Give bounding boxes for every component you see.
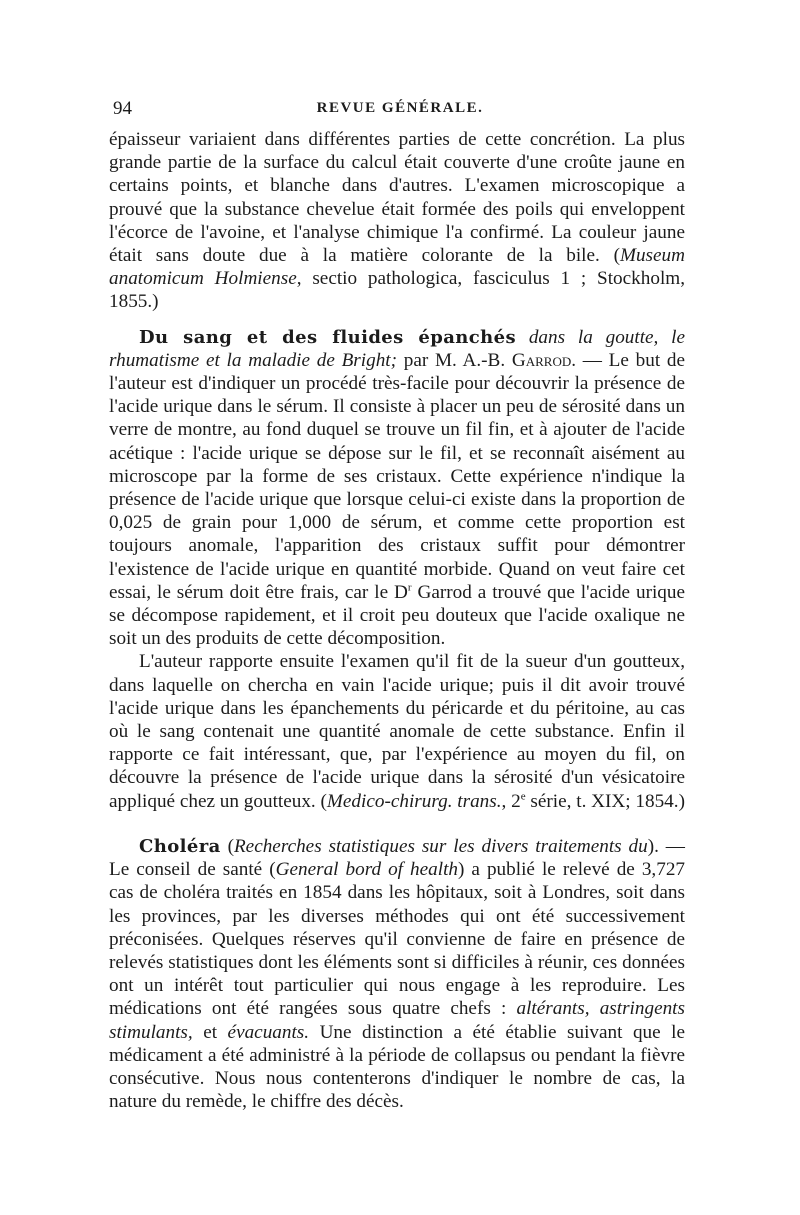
- section-heading: Du sang et des fluides épanchés: [139, 326, 516, 348]
- section-heading: Choléra: [139, 835, 221, 857]
- source-citation: Medico-chirurg. trans.: [326, 790, 502, 812]
- paragraph-text: Une distinction a été établie suivant que le médicament a été administré à la période de collapsus ou pendant la fièvre consécutive. Nous nous contenterons d'indiquer le nombre de cas, la nature du remède, le chiffre des décès.: [109, 1021, 685, 1113]
- paragraph-calculus: [109, 128, 685, 314]
- paragraph-sang: [109, 326, 685, 651]
- page-header: [113, 94, 687, 122]
- paragraph-text: , 2: [501, 790, 521, 812]
- paragraph-text: ). — Le conseil de santé (: [109, 835, 685, 881]
- paragraph-text: ) a publié le relevé de 3,727 cas de choléra traités en 1854 dans les hôpitaux, soit à Londres, soit dans les provinces, par les diverses méthodes qui ont été successivement préconisées. Quelques réserves qu'il convienne de faire en présence de relevés statistiques dont les éléments sont si difficiles à réunir, ces données ont un intérêt tout particulier qui nous engage à les reproduire. Les médications ont été rangées sous quatre chefs :: [109, 859, 686, 1020]
- paragraph-text: série, t. XIX; 1854.): [525, 790, 685, 812]
- paragraph-text: Garrod a trouvé que l'acide urique se décompose rapidement, et il croit peu douteux que l'acide oxalique ne soit un des produits de cette décomposition.: [109, 581, 685, 650]
- page-number: 94: [113, 98, 132, 119]
- superscript: r: [407, 581, 412, 594]
- author-name: Garrod: [511, 349, 572, 371]
- board-name: General bord of health: [275, 859, 458, 881]
- paragraph-text: . — Le but de l'auteur est d'indiquer un procédé très-facile pour découvrir la présence de l'acide urique dans le sérum. Il consiste à placer un peu de sérosité dans un verre de montre, au fond duquel se trouve un fil fin, et à ajouter de l'acide acétique : l'acide urique se dépose sur le fil, et se reconnaît aisément au microscope par la forme de ses cristaux. Cette expérience n'indique la présence de l'acide urique que lorsque celui-ci existe dans la proportion de 0,025 de grain pour 1,000 de sérum, et comme cette proportion est toujours anomale, l'apparition des cristaux suffit pour démontrer l'existence de l'acide urique en quantité morbide. Quand on veut faire cet essai, le sérum doit être frais, car le D: [109, 349, 685, 603]
- article-title: dans la goutte, le rhumatisme et la maladie de Bright;: [109, 326, 686, 371]
- article-title: Recherches statistiques sur les divers traitements du: [233, 835, 648, 857]
- paragraph-text: épaisseur variaient dans différentes parties de cette concrétion. La plus grande partie de la surface du calcul était couverte d'une croûte jaune en certains points, et blanche dans d'autres. L'examen microscopique a prouvé que la substance chevelue était formée des poils qui enveloppent l'écorce de l'avoine, et l'analyse chimique l'a confirmé. La couleur jaune était sans doute due à la matière colorante de la bile. (: [109, 129, 685, 267]
- paragraph-sueur: [109, 650, 685, 812]
- running-head: REVUE GÉNÉRALE.: [316, 100, 484, 116]
- paragraph-text: , sectio pathologica, fasciculus 1 ; Stockholm, 1855.): [109, 268, 685, 313]
- medication-category: évacuants.: [227, 1021, 310, 1043]
- paragraph-text: par M. A.-B.: [397, 349, 512, 371]
- paragraph-cholera: [109, 835, 685, 1113]
- page-body: [109, 128, 685, 1113]
- paragraph-text: (: [220, 835, 234, 857]
- paragraph-text: L'auteur rapporte ensuite l'examen qu'il fit de la sueur d'un goutteux, dans laquelle on chercha en vain l'acide urique; puis il dit avoir trouvé l'acide urique dans les épanchements du péricarde et du péritoine, au cas où le sang contenait une quantité anomale de cette substance. Enfin il rapporte ce fait intéressant, que, par l'expérience au moyen du fil, on découvre la présence de l'acide urique dans la sérosité d'un vésicatoire appliqué chez un goutteux. (: [109, 651, 685, 812]
- source-citation: Museum anatomicum Holmiense: [109, 245, 685, 290]
- superscript: e: [520, 790, 526, 803]
- paragraph-text: et: [192, 1021, 228, 1043]
- medication-categories: altérants, astringents stimulants,: [109, 998, 685, 1043]
